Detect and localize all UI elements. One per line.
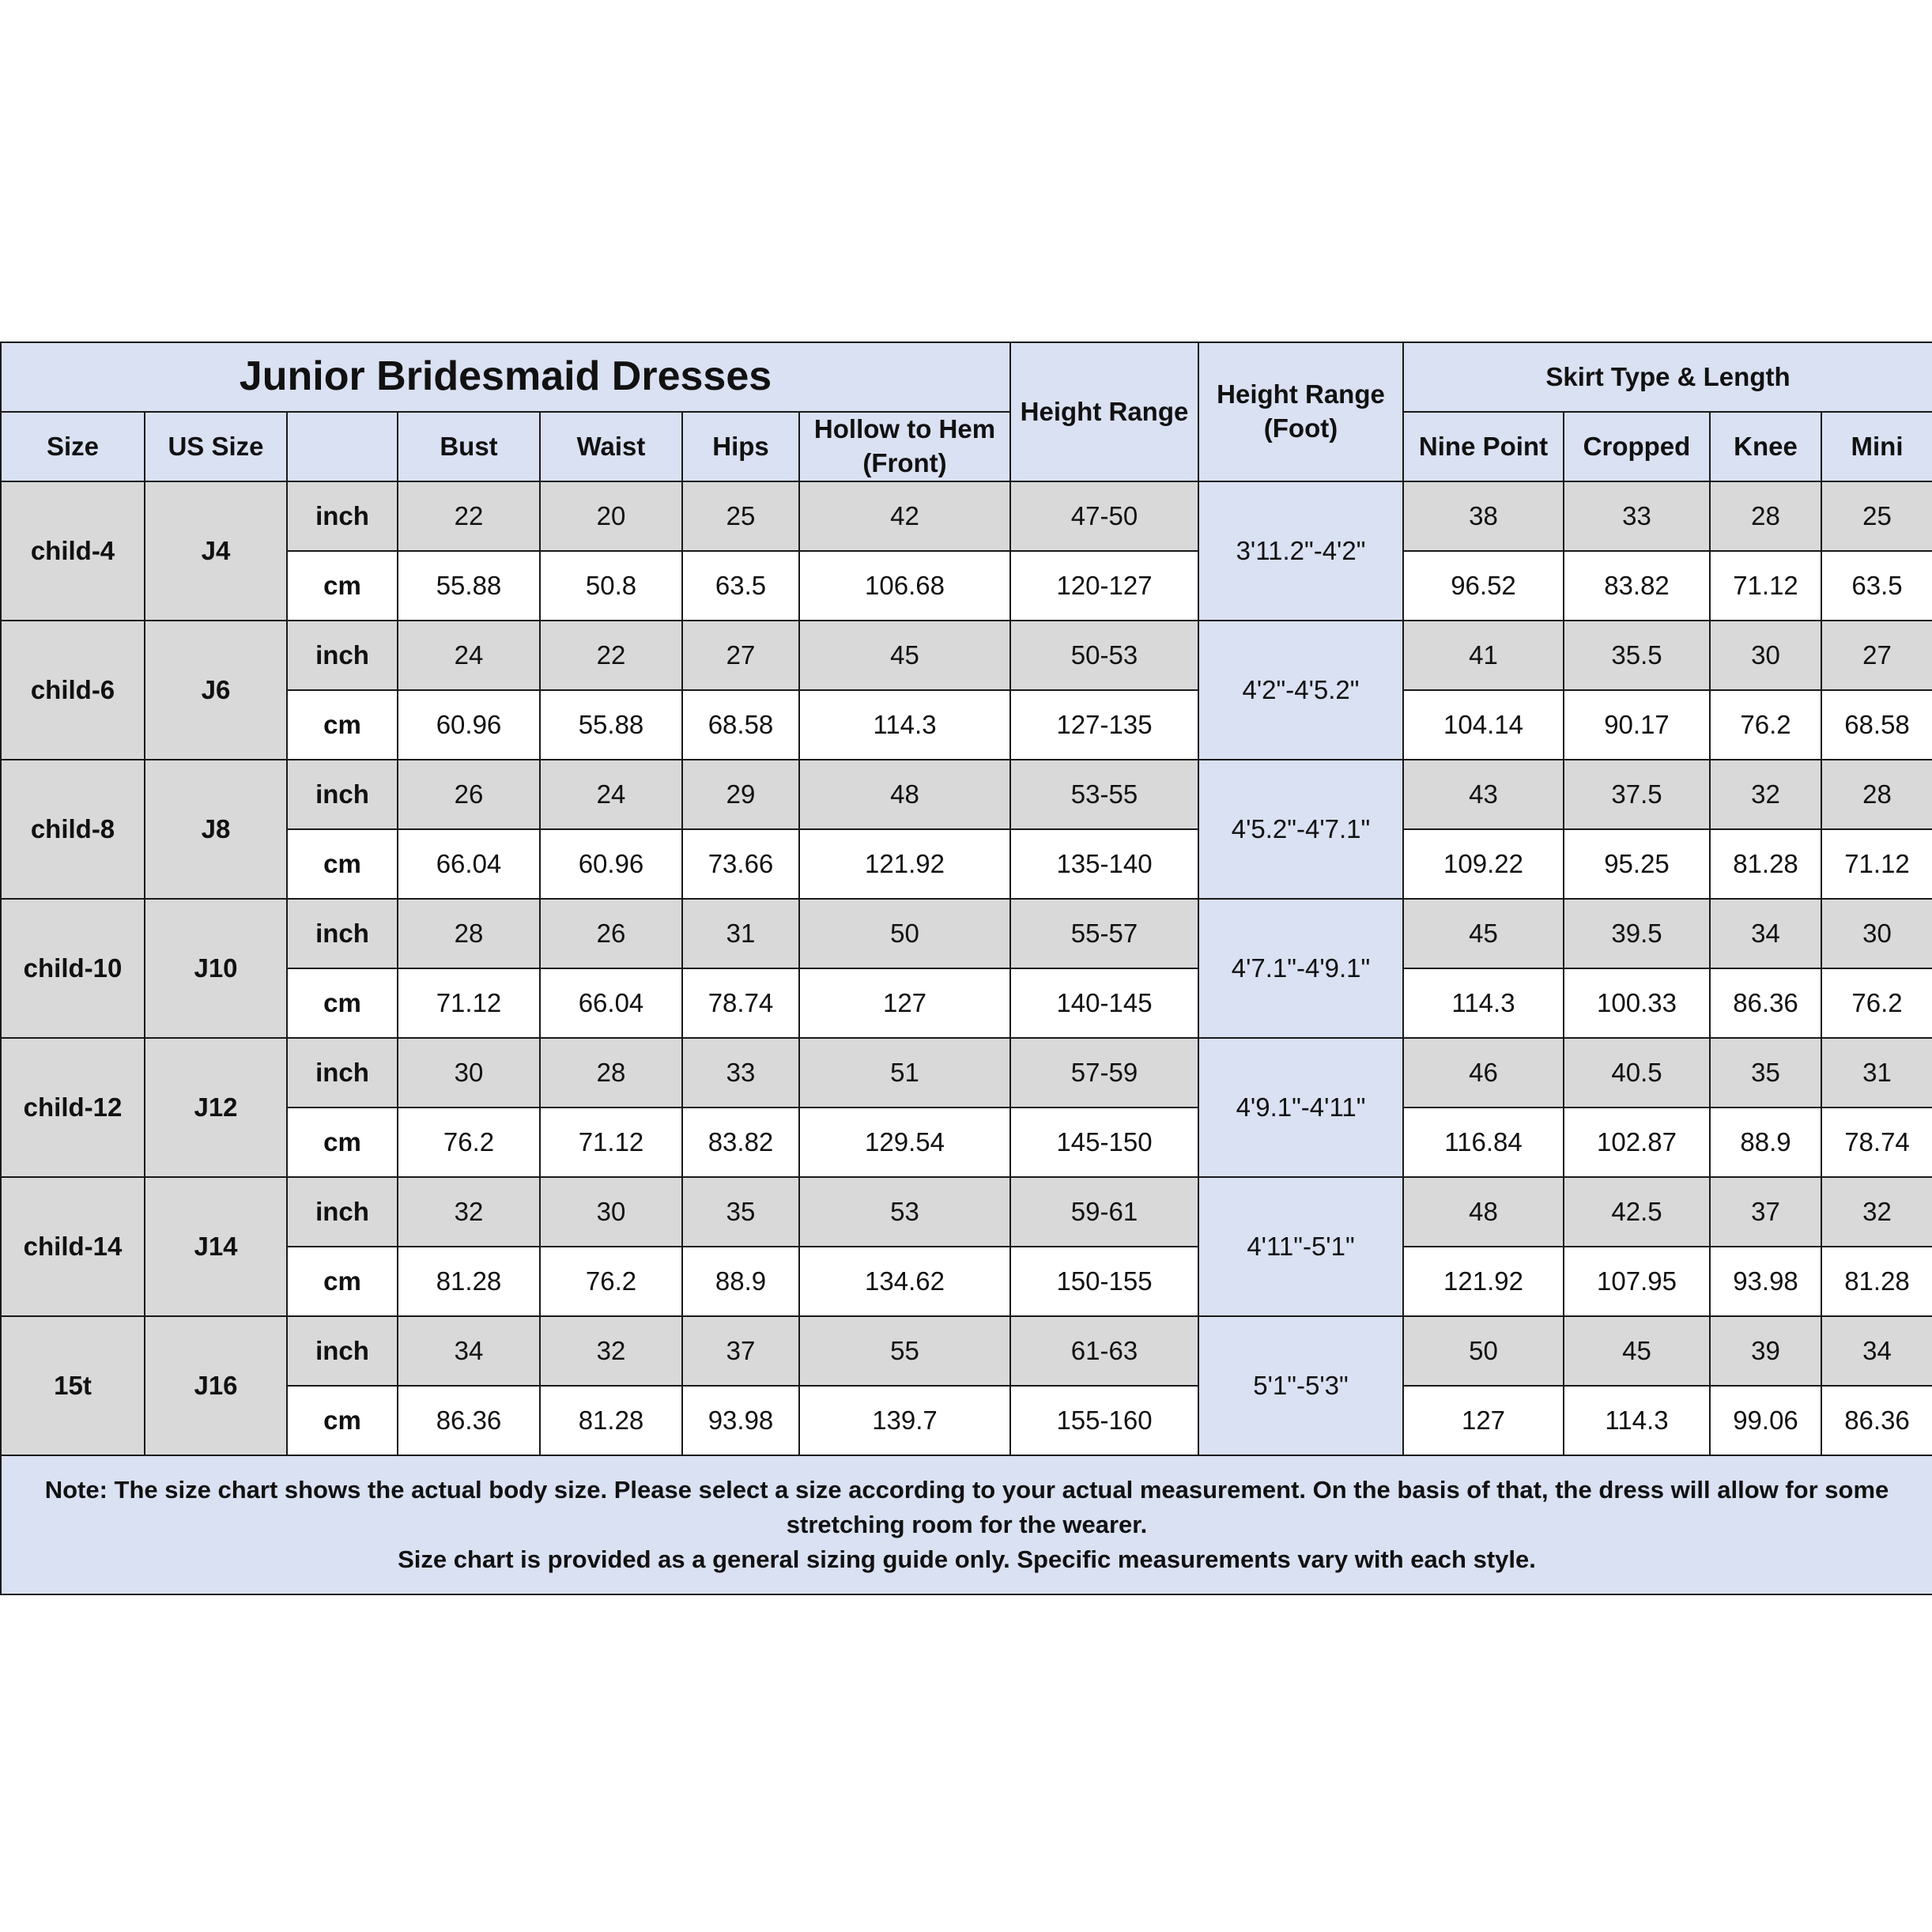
waist-cell: 32 [540, 1316, 682, 1386]
knee-cell: 37 [1710, 1177, 1821, 1247]
size-cell: child-8 [1, 760, 145, 899]
height-cell: 53-55 [1010, 760, 1198, 829]
header-size: Size [1, 412, 145, 481]
cropped-cell: 45 [1564, 1316, 1710, 1386]
cropped-cell: 100.33 [1564, 968, 1710, 1038]
bust-cell: 55.88 [398, 551, 540, 621]
cropped-cell: 39.5 [1564, 899, 1710, 968]
bust-cell: 22 [398, 481, 540, 551]
nine-point-cell: 43 [1403, 760, 1564, 829]
us-size-cell: J16 [145, 1316, 287, 1455]
table-row-inch [1, 899, 1932, 968]
mini-cell: 71.12 [1821, 829, 1932, 899]
knee-cell: 30 [1710, 621, 1821, 690]
hem-cell: 127 [799, 968, 1010, 1038]
cropped-cell: 37.5 [1564, 760, 1710, 829]
height-foot-cell: 4'7.1"-4'9.1" [1198, 899, 1403, 1038]
mini-cell: 31 [1821, 1038, 1932, 1108]
mini-cell: 76.2 [1821, 968, 1932, 1038]
height-foot-cell: 4'11"-5'1" [1198, 1177, 1403, 1316]
us-size-cell: J8 [145, 760, 287, 899]
knee-cell: 32 [1710, 760, 1821, 829]
size-cell: child-14 [1, 1177, 145, 1316]
us-size-cell: J4 [145, 481, 287, 621]
height-cell: 50-53 [1010, 621, 1198, 690]
cropped-cell: 95.25 [1564, 829, 1710, 899]
note-line-2: Size chart is provided as a general sizing guide only. Specific measurements vary with each style. [398, 1545, 1536, 1573]
us-size-cell: J12 [145, 1038, 287, 1177]
height-foot-cell: 4'9.1"-4'11" [1198, 1038, 1403, 1177]
hips-cell: 25 [682, 481, 799, 551]
waist-cell: 66.04 [540, 968, 682, 1038]
mini-cell: 28 [1821, 760, 1932, 829]
height-foot-cell: 4'5.2"-4'7.1" [1198, 760, 1403, 899]
hem-cell: 139.7 [799, 1386, 1010, 1455]
cropped-cell: 90.17 [1564, 690, 1710, 760]
knee-cell: 34 [1710, 899, 1821, 968]
table-row-inch [1, 1177, 1932, 1247]
header-height-range-foot: Height Range (Foot) [1198, 342, 1403, 481]
unit-cell: inch [287, 1316, 398, 1386]
hem-cell: 114.3 [799, 690, 1010, 760]
mini-cell: 78.74 [1821, 1108, 1932, 1177]
header-cropped: Cropped [1564, 412, 1710, 481]
bust-cell: 71.12 [398, 968, 540, 1038]
hips-cell: 31 [682, 899, 799, 968]
header-us-size: US Size [145, 412, 287, 481]
hips-cell: 29 [682, 760, 799, 829]
bust-cell: 60.96 [398, 690, 540, 760]
bust-cell: 32 [398, 1177, 540, 1247]
waist-cell: 50.8 [540, 551, 682, 621]
bust-cell: 86.36 [398, 1386, 540, 1455]
unit-cell: cm [287, 829, 398, 899]
cropped-cell: 42.5 [1564, 1177, 1710, 1247]
nine-point-cell: 109.22 [1403, 829, 1564, 899]
knee-cell: 71.12 [1710, 551, 1821, 621]
size-cell: child-6 [1, 621, 145, 760]
unit-cell: inch [287, 481, 398, 551]
cropped-cell: 83.82 [1564, 551, 1710, 621]
hem-cell: 121.92 [799, 829, 1010, 899]
height-cell: 47-50 [1010, 481, 1198, 551]
height-cell: 140-145 [1010, 968, 1198, 1038]
us-size-cell: J14 [145, 1177, 287, 1316]
size-cell: child-4 [1, 481, 145, 621]
table-row-inch [1, 760, 1932, 829]
height-cell: 57-59 [1010, 1038, 1198, 1108]
us-size-cell: J10 [145, 899, 287, 1038]
hips-cell: 73.66 [682, 829, 799, 899]
height-cell: 59-61 [1010, 1177, 1198, 1247]
height-foot-cell: 3'11.2"-4'2" [1198, 481, 1403, 621]
height-foot-cell: 4'2"-4'5.2" [1198, 621, 1403, 760]
mini-cell: 25 [1821, 481, 1932, 551]
hips-cell: 78.74 [682, 968, 799, 1038]
waist-cell: 30 [540, 1177, 682, 1247]
height-cell: 61-63 [1010, 1316, 1198, 1386]
unit-cell: cm [287, 551, 398, 621]
height-foot-cell: 5'1"-5'3" [1198, 1316, 1403, 1455]
cropped-cell: 102.87 [1564, 1108, 1710, 1177]
knee-cell: 28 [1710, 481, 1821, 551]
hips-cell: 33 [682, 1038, 799, 1108]
unit-cell: cm [287, 690, 398, 760]
hips-cell: 93.98 [682, 1386, 799, 1455]
bust-cell: 34 [398, 1316, 540, 1386]
nine-point-cell: 50 [1403, 1316, 1564, 1386]
unit-cell: inch [287, 621, 398, 690]
nine-point-cell: 104.14 [1403, 690, 1564, 760]
height-cell: 145-150 [1010, 1108, 1198, 1177]
unit-cell: cm [287, 1386, 398, 1455]
height-cell: 150-155 [1010, 1247, 1198, 1316]
unit-cell: cm [287, 968, 398, 1038]
table-row-cm [1, 1108, 1932, 1177]
size-note [1, 1455, 1932, 1594]
table-row-cm [1, 968, 1932, 1038]
hips-cell: 27 [682, 621, 799, 690]
bust-cell: 76.2 [398, 1108, 540, 1177]
hem-cell: 55 [799, 1316, 1010, 1386]
table-row-cm [1, 551, 1932, 621]
mini-cell: 63.5 [1821, 551, 1932, 621]
bust-cell: 26 [398, 760, 540, 829]
header-hips: Hips [682, 412, 799, 481]
bust-cell: 24 [398, 621, 540, 690]
mini-cell: 30 [1821, 899, 1932, 968]
knee-cell: 76.2 [1710, 690, 1821, 760]
table-row-cm [1, 1247, 1932, 1316]
header-height-range: Height Range [1010, 342, 1198, 481]
waist-cell: 81.28 [540, 1386, 682, 1455]
cropped-cell: 114.3 [1564, 1386, 1710, 1455]
table-row-inch [1, 1038, 1932, 1108]
mini-cell: 32 [1821, 1177, 1932, 1247]
nine-point-cell: 45 [1403, 899, 1564, 968]
header-unit [287, 412, 398, 481]
hips-cell: 35 [682, 1177, 799, 1247]
waist-cell: 55.88 [540, 690, 682, 760]
chart-title: Junior Bridesmaid Dresses [1, 342, 1010, 412]
waist-cell: 26 [540, 899, 682, 968]
hem-cell: 51 [799, 1038, 1010, 1108]
hips-cell: 37 [682, 1316, 799, 1386]
hem-cell: 134.62 [799, 1247, 1010, 1316]
knee-cell: 93.98 [1710, 1247, 1821, 1316]
hem-cell: 129.54 [799, 1108, 1010, 1177]
mini-cell: 68.58 [1821, 690, 1932, 760]
nine-point-cell: 48 [1403, 1177, 1564, 1247]
note-row [1, 1455, 1932, 1594]
hem-cell: 45 [799, 621, 1010, 690]
header-waist: Waist [540, 412, 682, 481]
table-row-inch [1, 481, 1932, 551]
nine-point-cell: 46 [1403, 1038, 1564, 1108]
hips-cell: 88.9 [682, 1247, 799, 1316]
mini-cell: 34 [1821, 1316, 1932, 1386]
cropped-cell: 35.5 [1564, 621, 1710, 690]
unit-cell: inch [287, 1177, 398, 1247]
hips-cell: 83.82 [682, 1108, 799, 1177]
height-cell: 135-140 [1010, 829, 1198, 899]
header-knee: Knee [1710, 412, 1821, 481]
bust-cell: 81.28 [398, 1247, 540, 1316]
unit-cell: cm [287, 1247, 398, 1316]
table-row-inch [1, 1316, 1932, 1386]
waist-cell: 60.96 [540, 829, 682, 899]
table-row-cm [1, 1386, 1932, 1455]
unit-cell: inch [287, 1038, 398, 1108]
nine-point-cell: 41 [1403, 621, 1564, 690]
hips-cell: 68.58 [682, 690, 799, 760]
size-chart-table [0, 341, 1932, 1595]
height-cell: 155-160 [1010, 1386, 1198, 1455]
header-bust: Bust [398, 412, 540, 481]
bust-cell: 28 [398, 899, 540, 968]
unit-cell: inch [287, 760, 398, 829]
header-hollow-to-hem: Hollow to Hem (Front) [799, 412, 1010, 481]
knee-cell: 39 [1710, 1316, 1821, 1386]
note-line-1: Note: The size chart shows the actual body size. Please select a size according to your actual measurement. On the basis of that, the dress will allow for some stretching room for the wearer. [44, 1475, 1889, 1538]
knee-cell: 81.28 [1710, 829, 1821, 899]
height-cell: 120-127 [1010, 551, 1198, 621]
mini-cell: 81.28 [1821, 1247, 1932, 1316]
nine-point-cell: 114.3 [1403, 968, 1564, 1038]
table-row-cm [1, 690, 1932, 760]
unit-cell: inch [287, 899, 398, 968]
hem-cell: 48 [799, 760, 1010, 829]
size-cell: 15t [1, 1316, 145, 1455]
cropped-cell: 107.95 [1564, 1247, 1710, 1316]
waist-cell: 76.2 [540, 1247, 682, 1316]
hem-cell: 106.68 [799, 551, 1010, 621]
nine-point-cell: 127 [1403, 1386, 1564, 1455]
knee-cell: 88.9 [1710, 1108, 1821, 1177]
height-cell: 55-57 [1010, 899, 1198, 968]
header-mini: Mini [1821, 412, 1932, 481]
table-row-cm [1, 829, 1932, 899]
waist-cell: 71.12 [540, 1108, 682, 1177]
waist-cell: 28 [540, 1038, 682, 1108]
size-cell: child-10 [1, 899, 145, 1038]
size-cell: child-12 [1, 1038, 145, 1177]
nine-point-cell: 96.52 [1403, 551, 1564, 621]
mini-cell: 27 [1821, 621, 1932, 690]
header-skirt-group: Skirt Type & Length [1403, 342, 1932, 412]
waist-cell: 20 [540, 481, 682, 551]
waist-cell: 24 [540, 760, 682, 829]
hem-cell: 42 [799, 481, 1010, 551]
knee-cell: 35 [1710, 1038, 1821, 1108]
hips-cell: 63.5 [682, 551, 799, 621]
bust-cell: 66.04 [398, 829, 540, 899]
knee-cell: 86.36 [1710, 968, 1821, 1038]
cropped-cell: 33 [1564, 481, 1710, 551]
nine-point-cell: 116.84 [1403, 1108, 1564, 1177]
hem-cell: 50 [799, 899, 1010, 968]
cropped-cell: 40.5 [1564, 1038, 1710, 1108]
nine-point-cell: 121.92 [1403, 1247, 1564, 1316]
us-size-cell: J6 [145, 621, 287, 760]
table-row-inch [1, 621, 1932, 690]
knee-cell: 99.06 [1710, 1386, 1821, 1455]
header-nine-point: Nine Point [1403, 412, 1564, 481]
height-cell: 127-135 [1010, 690, 1198, 760]
bust-cell: 30 [398, 1038, 540, 1108]
hem-cell: 53 [799, 1177, 1010, 1247]
waist-cell: 22 [540, 621, 682, 690]
unit-cell: cm [287, 1108, 398, 1177]
mini-cell: 86.36 [1821, 1386, 1932, 1455]
nine-point-cell: 38 [1403, 481, 1564, 551]
